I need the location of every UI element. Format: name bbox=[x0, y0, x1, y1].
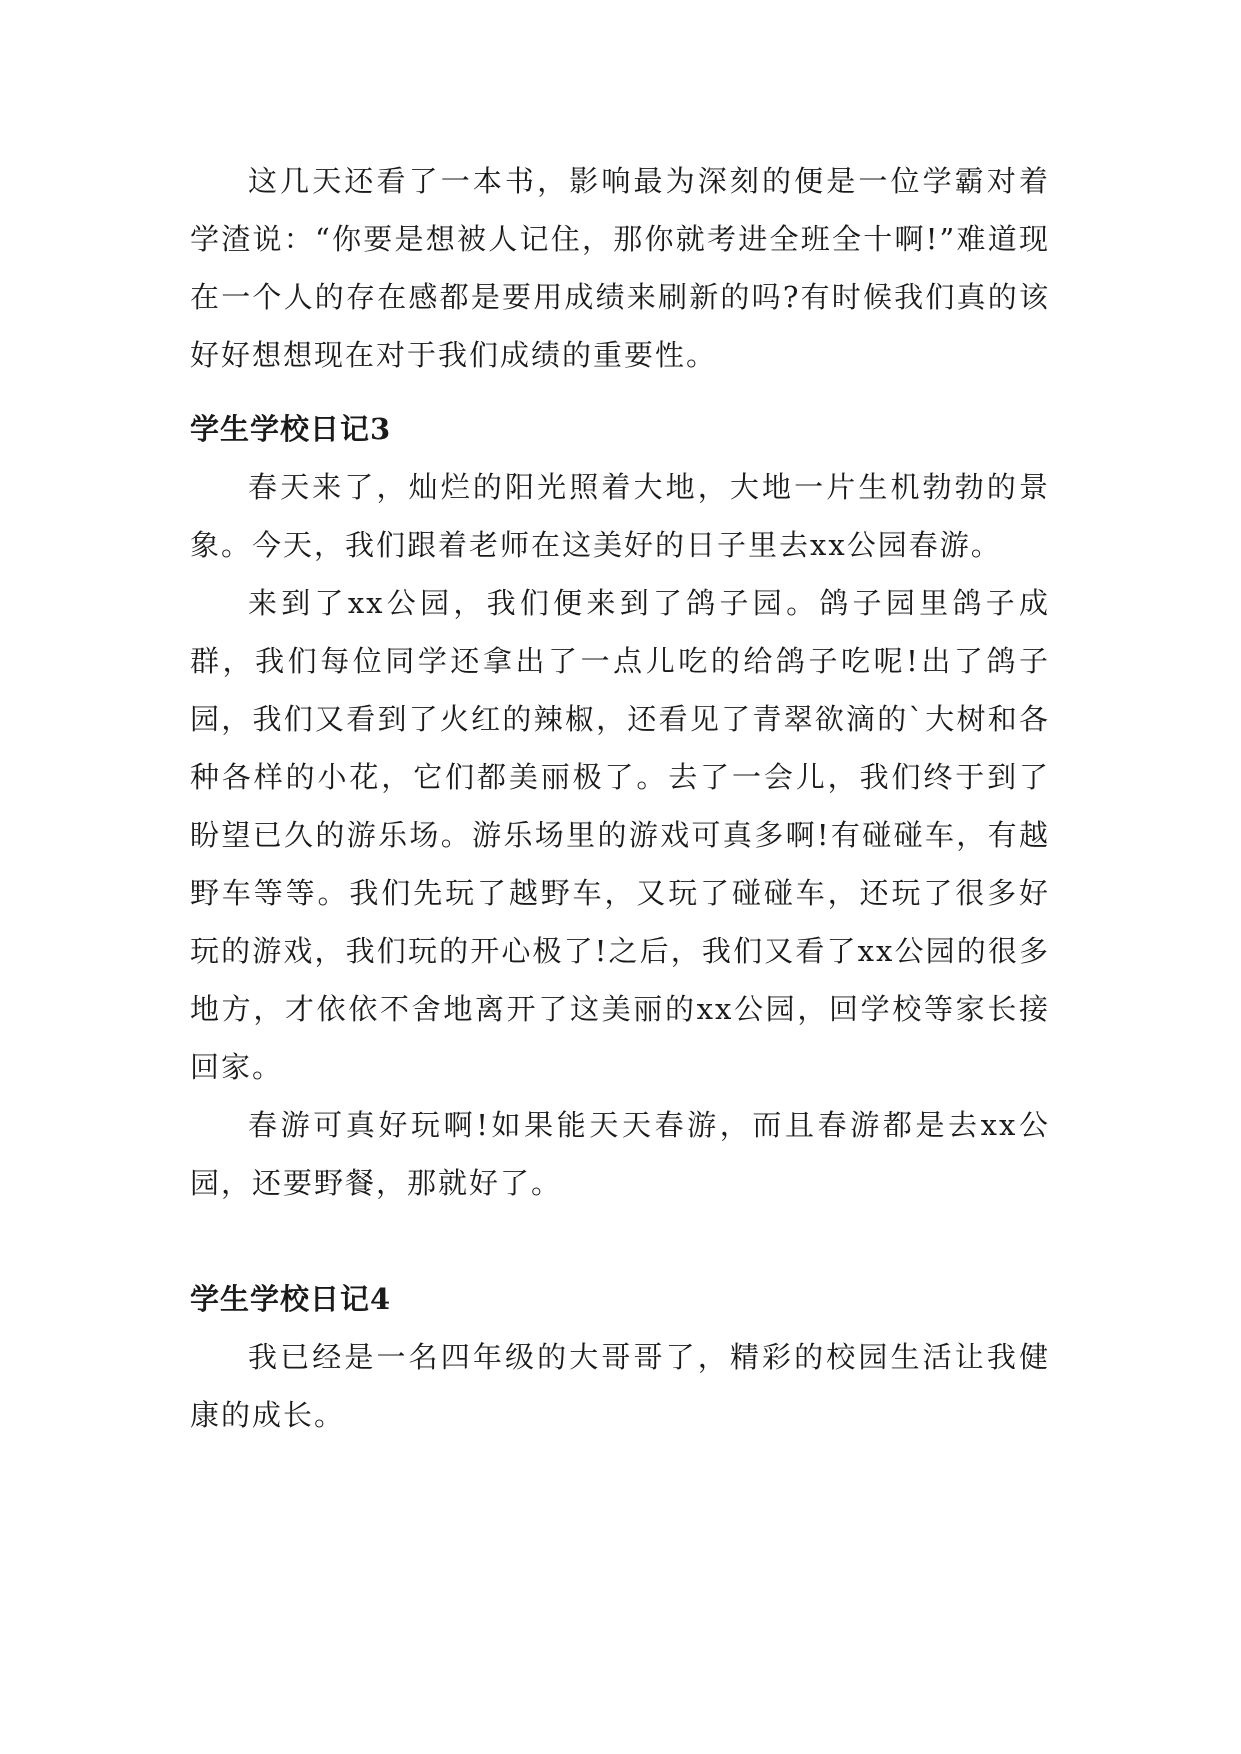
diary-3-section bbox=[190, 400, 1050, 1212]
diary-4-title: 学生学校日记4 bbox=[190, 1282, 392, 1316]
diary-3-paragraph-3: 春游可真好玩啊!如果能天天春游，而且春游都是去xx公园，还要野餐，那就好了。 bbox=[190, 1108, 1050, 1200]
diary-3-paragraph-1: 春天来了，灿烂的阳光照着大地，大地一片生机勃勃的景象。今天，我们跟着老师在这美好的日子里去xx公园春游。 bbox=[190, 470, 1050, 562]
diary-3-paragraph-2: 来到了xx公园，我们便来到了鸽子园。鸽子园里鸽子成群，我们每位同学还拿出了一点儿吃的给鸽子吃呢!出了鸽子园，我们又看到了火红的辣椒，还看见了青翠欲滴的`大树和各种各样的小花，它们都美丽极了。去了一会儿，我们终于到了盼望已久的游乐场。游乐场里的游戏可真多啊!有碰碰车，有越野车等等。我们先玩了越野车，又玩了碰碰车，还玩了很多好玩的游戏，我们玩的开心极了!之后，我们又看了xx公园的很多地方，才依依不舍地离开了这美丽的xx公园，回学校等家长接回家。 bbox=[190, 586, 1050, 1084]
intro-section bbox=[190, 152, 1050, 384]
intro-paragraph-1: 这几天还看了一本书，影响最为深刻的便是一位学霸对着学渣说：“你要是想被人记住，那你就考进全班全十啊!”难道现在一个人的存在感都是要用成绩来刷新的吗?有时候我们真的该好好想想现在对于我们成绩的重要性。 bbox=[190, 164, 1050, 372]
diary-4-paragraph-1: 我已经是一名四年级的大哥哥了，精彩的校园生活让我健康的成长。 bbox=[190, 1340, 1050, 1432]
diary-3-title: 学生学校日记3 bbox=[190, 412, 392, 446]
diary-4-section bbox=[190, 1270, 1050, 1444]
